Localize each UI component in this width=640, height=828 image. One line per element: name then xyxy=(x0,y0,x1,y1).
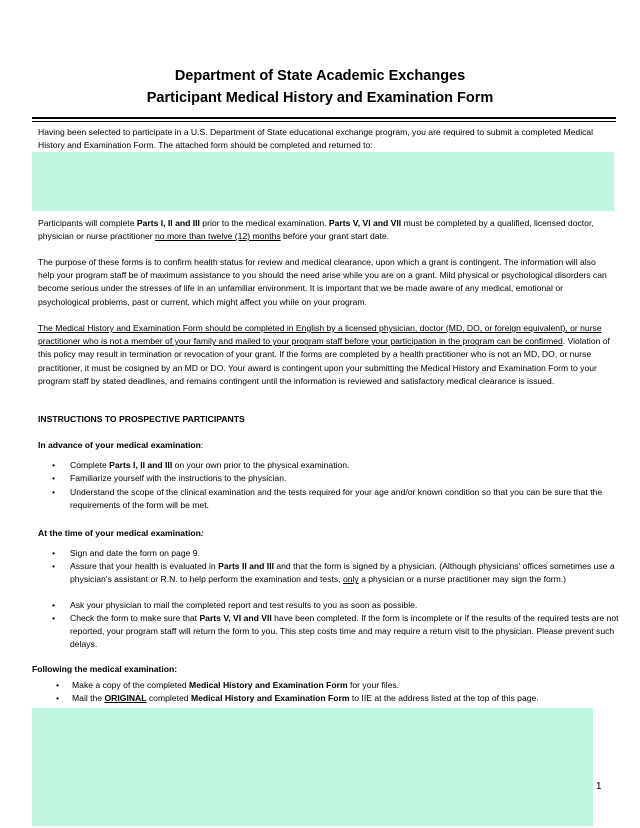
attime-item-2: Assure that your health is evaluated in Parts II and III and that the form is signed by a physician. (Although physicians' offices sometimes use a physician's assistant or R.N. to help perform the examination and tests, only a physician or a nurse practitioner may sign the form.) xyxy=(70,561,615,585)
advance-item-1: Complete Parts I, II and III on your own prior to the physical examination. xyxy=(70,460,350,470)
instructions-heading: INSTRUCTIONS TO PROSPECTIVE PARTICIPANTS xyxy=(38,414,245,424)
title-line-1: Department of State Academic Exchanges xyxy=(174,68,466,84)
header-rule-thick xyxy=(32,117,616,119)
advance-item-2: Familiarize yourself with the instructions to the physician. xyxy=(70,473,287,483)
purpose-paragraph: The purpose of these forms is to confirm health status for review and medical clearance, upon which a grant is contingent. The information will also help your program staff be of maximum assistance to you should the need arise while you are on a grant. Mild physical or psychological disorders can become serious under the stresses of life in an unfamiliar environment. It is important that we be made aware of any medical, emotional or psychological problems, past or current, which might affect you while on your program. xyxy=(38,257,607,307)
title-line-2: Participant Medical History and Examination Form xyxy=(146,90,494,106)
advance-heading: In advance of your medical examination: xyxy=(38,440,204,450)
header-rule-thin xyxy=(32,121,616,122)
attime-item-4: Check the form to make sure that Parts V, VI and VII have been completed. If the form is incomplete or if the results of the required tests are not reported, your program staff will return the form to you. This step costs time and may require a return visit to the physician. Please prevent such delays. xyxy=(70,613,619,650)
bullet: • xyxy=(52,548,56,558)
bullet: • xyxy=(52,473,56,483)
completion-paragraph: The Medical History and Examination Form should be completed in English by a licensed physician, doctor (MD, DO, or foreign equivalent), or nurse practitioner who is not a member of your family and mailed to your program staff before your participation in the program can be confirmed. Violation of this policy may result in termination or revocation of your grant. If the forms are completed by a health practitioner who is not an MD, DO, or nurse practitioner, it must be cosigned by an MD or DO. Your award is contingent upon your submitting the Medical History and Examination Form to your program staff by stated deadlines, and remains contingent until the information is reviewed and satisfactory medical clearance is issued. xyxy=(38,323,610,386)
bullet: • xyxy=(52,600,56,610)
bullet: • xyxy=(52,460,56,470)
following-item-2: Mail the ORIGINAL completed Medical History and Examination Form to IIE at the address listed at the top of this page. xyxy=(72,693,539,703)
parts-paragraph: Participants will complete Parts I, II and III prior to the medical examination. Parts V, VI and VII must be completed by a qualified, licensed doctor, physician or nurse practitioner no more than twelve (12) months before your grant start date. xyxy=(38,218,594,242)
page-number: 1 xyxy=(596,781,602,792)
bullet: • xyxy=(56,680,60,690)
intro-paragraph: Having been selected to participate in a U.S. Department of State educational exchange program, you are required to submit a completed Medical History and Examination Form. The attached form should be completed and returned to: xyxy=(38,127,594,151)
bullet: • xyxy=(52,487,56,497)
bullet: • xyxy=(52,561,56,571)
attime-item-1: Sign and date the form on page 9. xyxy=(70,548,200,558)
return-address-box xyxy=(32,152,614,211)
advance-item-3: Understand the scope of the clinical examination and the tests required for your age and/or known condition so that you can be sure that the requirements of the form will be met. xyxy=(70,487,603,511)
bullet: • xyxy=(52,613,56,623)
bullet: • xyxy=(56,693,60,703)
attime-item-3: Ask your physician to mail the completed report and test results to you as soon as possible. xyxy=(70,600,418,610)
following-item-1: Make a copy of the completed Medical History and Examination Form for your files. xyxy=(72,680,400,690)
following-heading: Following the medical examination: xyxy=(32,664,178,674)
bottom-address-box xyxy=(32,708,593,826)
attime-heading: At the time of your medical examination: xyxy=(38,528,204,538)
